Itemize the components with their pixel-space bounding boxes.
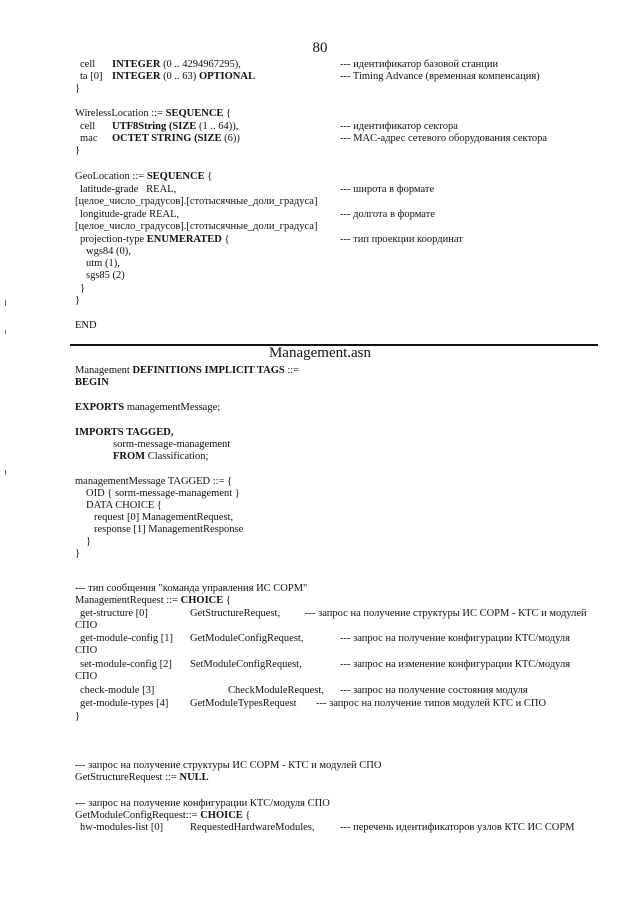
req-row5-comment: --- запрос на получение типов модулей КТС и СПО — [316, 698, 547, 709]
code-token: } — [75, 145, 81, 156]
code-token: (6)) — [221, 133, 240, 144]
code-token: wgs84 (0), — [86, 246, 131, 257]
req-head: ManagementRequest ::= CHOICE { — [75, 595, 231, 606]
code-token: (0 .. 4294967295), — [160, 59, 241, 70]
scan-speck — [5, 330, 6, 334]
imports-item: sorm-message-management — [113, 439, 231, 450]
code-token: projection-type — [80, 234, 147, 245]
mm-data: DATA CHOICE { — [86, 500, 162, 511]
req-close: } — [75, 711, 81, 722]
comment-longitude: --- долгота в формате — [340, 209, 435, 220]
req-row1-name: get-structure [0] — [80, 608, 148, 619]
hw-modules-comment: --- перечень идентификаторов узлов КТС ИС СОРМ — [340, 822, 575, 833]
code-token: { — [221, 234, 230, 245]
code-token: SEQUENCE — [165, 108, 224, 119]
comment-projection: --- тип проекции координат — [340, 234, 463, 245]
cell-field — [80, 59, 241, 71]
mm-head: managementMessage TAGGED ::= { — [75, 476, 233, 487]
code-token: OCTET STRING (SIZE — [112, 133, 222, 144]
scan-speck — [5, 470, 6, 475]
projection-type-field — [80, 234, 230, 246]
req-row2-comment: --- запрос на получение конфигурации КТС/модуля — [340, 633, 570, 644]
begin-keyword: BEGIN — [75, 377, 109, 388]
req-row5-name: get-module-types [4] — [80, 698, 169, 709]
req-row4-comment: --- запрос на получение состояния модуля — [340, 685, 528, 696]
close-brace — [75, 145, 80, 157]
code-token: ENUMERATED — [146, 234, 222, 245]
wl-mac-field — [80, 133, 240, 145]
code-token: { — [223, 108, 232, 119]
req-row3-comment: --- запрос на изменение конфигурации КТС/модуля — [340, 659, 571, 670]
code-token: (0 .. 63) — [160, 71, 199, 82]
req-row2-type: GetModuleConfigRequest, — [190, 633, 304, 644]
code-token: longitude-grade REAL, — [80, 209, 180, 220]
code-token: { — [204, 171, 213, 182]
code-token: ta [0] — [80, 71, 103, 82]
wl-cell-field — [80, 121, 238, 133]
end-keyword — [75, 320, 97, 332]
exports-line: EXPORTS managementMessage; — [75, 402, 221, 413]
close-brace — [80, 283, 85, 295]
code-token: sgs85 (2) — [86, 270, 125, 281]
comment-mac: --- MAC-адрес сетевого оборудования сектора — [340, 133, 548, 144]
code-token: WirelessLocation ::= — [75, 108, 166, 119]
req-row2-name: get-module-config [1] — [80, 633, 174, 644]
code-token: SEQUENCE — [146, 171, 205, 182]
mm-close-outer: } — [75, 548, 81, 559]
imports-line: IMPORTS TAGGED, — [75, 427, 174, 438]
code-token: mac — [80, 133, 98, 144]
enum-wgs84 — [86, 246, 131, 258]
code-token: [целое_число_градусов].[стотысячные_доли_градуса] — [75, 196, 318, 207]
mm-oid: OID { sorm-message-management } — [86, 488, 240, 499]
req-row1-comment: --- запрос на получение структуры ИС СОРМ - КТС и модулей — [305, 608, 587, 619]
mm-request: request [0] ManagementRequest, — [94, 512, 234, 523]
tail-comment-1: --- запрос на получение структуры ИС СОРМ - КТС и модулей СПО — [75, 760, 382, 771]
code-token: [целое_число_градусов].[стотысячные_доли_градуса] — [75, 221, 318, 232]
req-comment: --- тип сообщения "команда управления ИС СОРМ" — [75, 583, 308, 594]
req-row5-type: GetModuleTypesRequest — [190, 698, 297, 709]
req-row4-name: check-module [3] — [80, 685, 155, 696]
mm-response: response [1] ManagementResponse — [94, 524, 244, 535]
req-row3-name: set-module-config [2] — [80, 659, 172, 670]
section-title: Management.asn — [268, 345, 372, 361]
req-row3-type: SetModuleConfigRequest, — [190, 659, 302, 670]
tail-comment-2: --- запрос на получение конфигурации КТС/модуля СПО — [75, 798, 330, 809]
req-row1-cont: СПО — [75, 620, 98, 631]
comment-cell: --- идентификатор базовой станции — [340, 59, 499, 70]
code-token: END — [75, 320, 97, 331]
code-token: utm (1), — [86, 258, 120, 269]
enum-utm — [86, 258, 120, 270]
req-row1-type: GetStructureRequest, — [190, 608, 281, 619]
wireless-location-head — [75, 108, 231, 120]
hw-modules-name: hw-modules-list [0] — [80, 822, 164, 833]
page-number: 80 — [312, 40, 328, 56]
comment-latitude: --- широта в формате — [340, 184, 435, 195]
req-row2-cont: СПО — [75, 645, 98, 656]
scan-speck — [5, 300, 6, 306]
code-token: } — [80, 283, 86, 294]
code-token: GeoLocation ::= — [75, 171, 147, 182]
code-token: (1 .. 64)), — [196, 121, 239, 132]
close-brace — [75, 83, 80, 95]
code-token: INTEGER — [112, 59, 161, 70]
definitions-line: Management DEFINITIONS IMPLICIT TAGS ::= — [75, 365, 300, 376]
code-token: cell — [80, 121, 96, 132]
from-line: FROM Classification; — [113, 451, 209, 462]
code-token: OPTIONAL — [198, 71, 255, 82]
comment-ta: --- Timing Advance (временная компенсация) — [340, 71, 540, 82]
comment-sector: --- идентификатор сектора — [340, 121, 458, 132]
close-brace — [75, 295, 80, 307]
geo-location-head — [75, 171, 212, 183]
longitude-format — [75, 221, 317, 233]
req-row3-cont: СПО — [75, 671, 98, 682]
code-token: (SIZE — [168, 121, 197, 132]
req-row4-type: CheckModuleRequest, — [228, 685, 324, 696]
enum-sgs85 — [86, 270, 125, 282]
code-token: INTEGER — [112, 71, 161, 82]
mm-close-inner: } — [86, 536, 92, 547]
code-token: UTF8String — [112, 121, 167, 132]
latitude-field — [80, 184, 176, 196]
ta-field — [80, 71, 255, 83]
get-structure-request: GetStructureRequest ::= NULL — [75, 772, 209, 783]
longitude-field — [80, 209, 179, 221]
hw-modules-type: RequestedHardwareModules, — [190, 822, 315, 833]
code-token: cell — [80, 59, 96, 70]
code-token: latitude-grade REAL, — [80, 184, 177, 195]
code-token: } — [75, 295, 81, 306]
get-module-config-request: GetModuleConfigRequest::= CHOICE { — [75, 810, 251, 821]
latitude-format — [75, 196, 317, 208]
code-token: } — [75, 83, 81, 94]
